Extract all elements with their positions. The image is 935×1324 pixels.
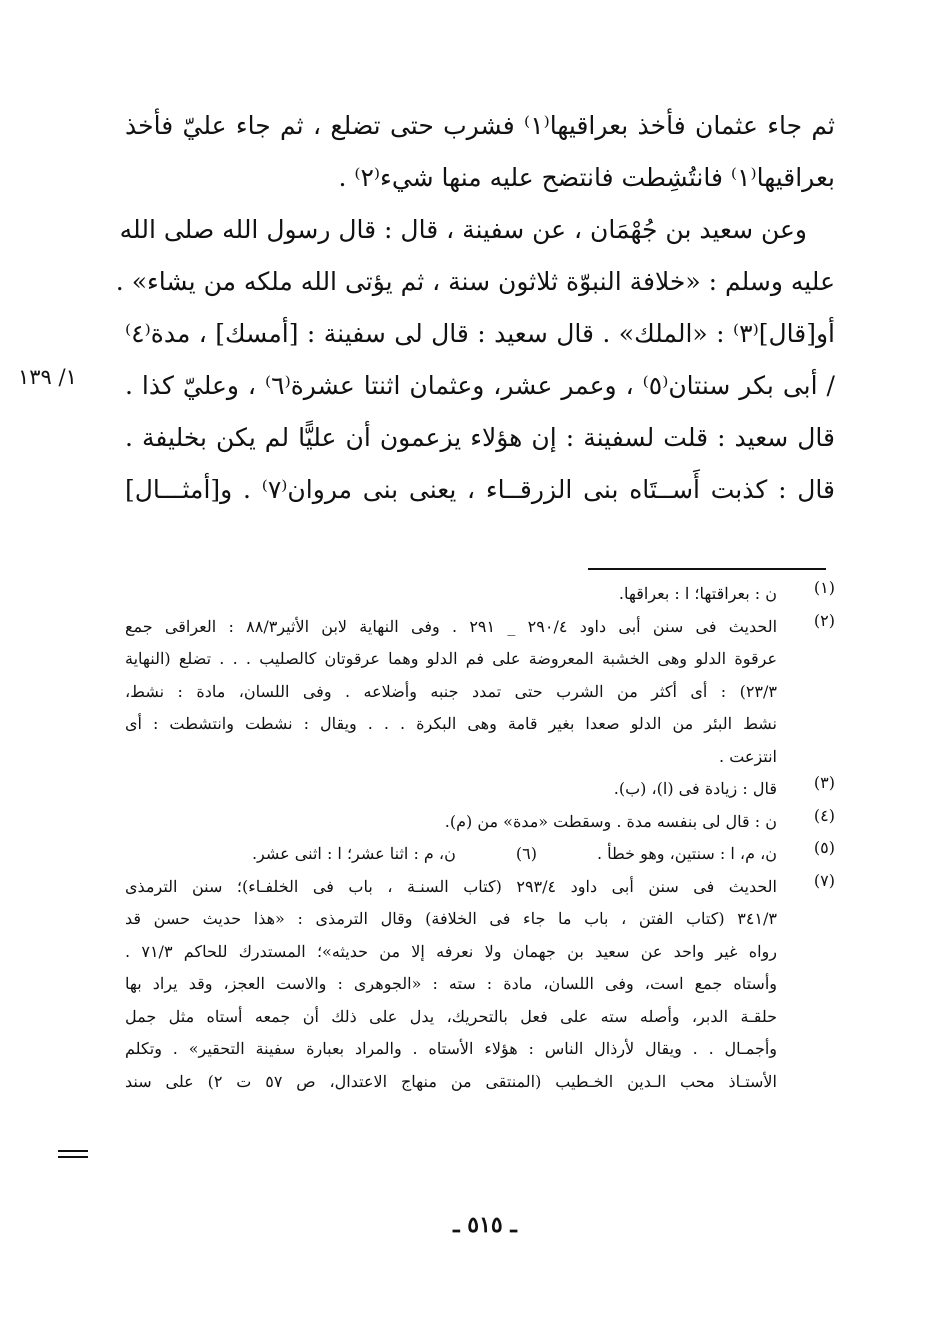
footnote-line: الحديث فى سنن أبى داود ٢٩٠/٤ _ ٢٩١ . وفى النهاية لابن الأثير٨٨/٣ : العراقى جمع: [125, 616, 778, 636]
main-line: قال : كذبت أَســتَاه بنى الزرقــاء ، يعنى بنى مروان⁽٧⁾ . و[أمثـــال]: [125, 475, 835, 504]
main-line: أو[قال]⁽٣⁾ : «الملك» . قال سعيد : قال لى سفينة : [أمسك] ، مدة⁽٤⁾: [125, 319, 835, 348]
main-text: [115, 100, 835, 516]
footnote-line: ن : بعراقتها؛ ا : بعراقها.: [618, 584, 777, 603]
footnote-1: [125, 578, 835, 611]
footnote-line: وأجمـال . . ويقال لأرذال الناس : هؤلاء الأستاه . والمراد بعبارة سفينة التحقير» . وتكلم: [125, 1039, 777, 1058]
footnote-line: عرقوة الدلو وهى الخشبة المعروضة على فم الدلو وهما عرقوتان كالصليب . . . تضلع (النهاية: [125, 649, 777, 668]
footnote-line: ن، م : اثنا عشر؛ ا : اثنى عشر.: [251, 844, 456, 863]
footnote-4: [125, 806, 835, 839]
footnote-line: ٢٣/٣) : أى أكثر من الشرب حتى تمدد جنبه وأضلاعه . وفى اللسان، مادة : نشط،: [125, 681, 777, 701]
footnote-2: [125, 611, 835, 774]
footnote-line: ن : قال لى بنفسه مدة . وسقطت «مدة» من (م).: [444, 811, 777, 831]
footnote-line: قال : زيادة فى (ا)، (ب).: [613, 779, 777, 798]
footnote-line: انتزعت .: [719, 746, 777, 766]
main-line: قال سعيد : قلت لسفينة : إن هؤلاء يزعمون أن عليًّا لم يكن بخليفة .: [125, 423, 835, 452]
continuation-mark: [58, 1150, 88, 1162]
footnote-line: الحديث فى سنن أبى داود ٢٩٣/٤ (كتاب السنـة ، باب فى الخلفـاء)؛ سنن الترمذى: [125, 876, 777, 896]
footnote-5-6: [125, 838, 835, 871]
footnote-number: (٣): [813, 773, 835, 792]
page-number: ـ ٥١٥ ـ: [453, 1212, 517, 1238]
main-line: عليه وسلم : «خلافة النبوّة ثلاثون سنة ، ثم يؤتى الله ملكه من يشاء» .: [115, 267, 835, 296]
footnote-line: رواه غير واحد عن سعيد بن جهمان ولا نعرفه إلا من حديثه»؛ المستدرك للحاكم ٧١/٣ .: [125, 941, 777, 961]
footnote-number: (٥): [813, 838, 835, 857]
footnote-line: ٣٤١/٣ (كتاب الفتن ، باب ما جاء فى الخلافة) وقال الترمذى : «هذا حديث حسن قد: [125, 909, 777, 928]
main-line: وعن سعيد بن جُهْمَان ، عن سفينة ، قال : قال رسول الله صلى الله: [119, 215, 807, 244]
footnote-number: (٢): [813, 610, 835, 630]
footnote-separator: [588, 568, 826, 570]
footnote-line: وأستاه جمع است، وفى اللسان، مادة : سته : «الجوهرى : والاست العجز، وقد يراد بها: [125, 974, 777, 993]
footnote-line: الأستـاذ محب الـدين الخـطيب (المنتقى من منهاج الاعتدال، ص ٥٧ ت ٢) على سند: [125, 1071, 778, 1091]
footnote-number: (١): [813, 578, 835, 597]
footnote-number: (٦): [515, 844, 537, 863]
footnote-line: ن، م، ا : سنتين، وهو خطأ .: [596, 844, 777, 863]
margin-folio-reference: ١/ ١٣٩: [18, 365, 77, 389]
footnote-3: [125, 773, 835, 806]
main-line: / أبى بكر سنتان⁽٥⁾ ، وعمر عشر، وعثمان اثنتا عشرة⁽٦⁾ ، وعليّ كذا .: [125, 371, 835, 400]
footnote-number: (٤): [813, 805, 835, 825]
footnote-line: نشط البئر من الدلو صعدا بغير قامة وهى البكرة . . . ويقال : نشطت وانتشطت : أى: [125, 714, 777, 733]
main-line: ثم جاء عثمان فأخذ بعراقيها⁽١⁾ فشرب حتى تضلع ، ثم جاء عليّ فأخذ: [125, 111, 835, 140]
footnote-number: (٧): [813, 870, 835, 890]
main-line: بعراقيها⁽١⁾ فانتُشِطت فانتضح عليه منها شيء⁽٢⁾ .: [338, 163, 835, 192]
footnote-line: حلقـة الدبر، وأصله سته على فعل بالتحريك، يدل على ذلك أن جمعه أستاه مثل جمل: [125, 1006, 778, 1026]
footnote-7: [125, 871, 835, 1099]
footnotes: [125, 578, 835, 1098]
